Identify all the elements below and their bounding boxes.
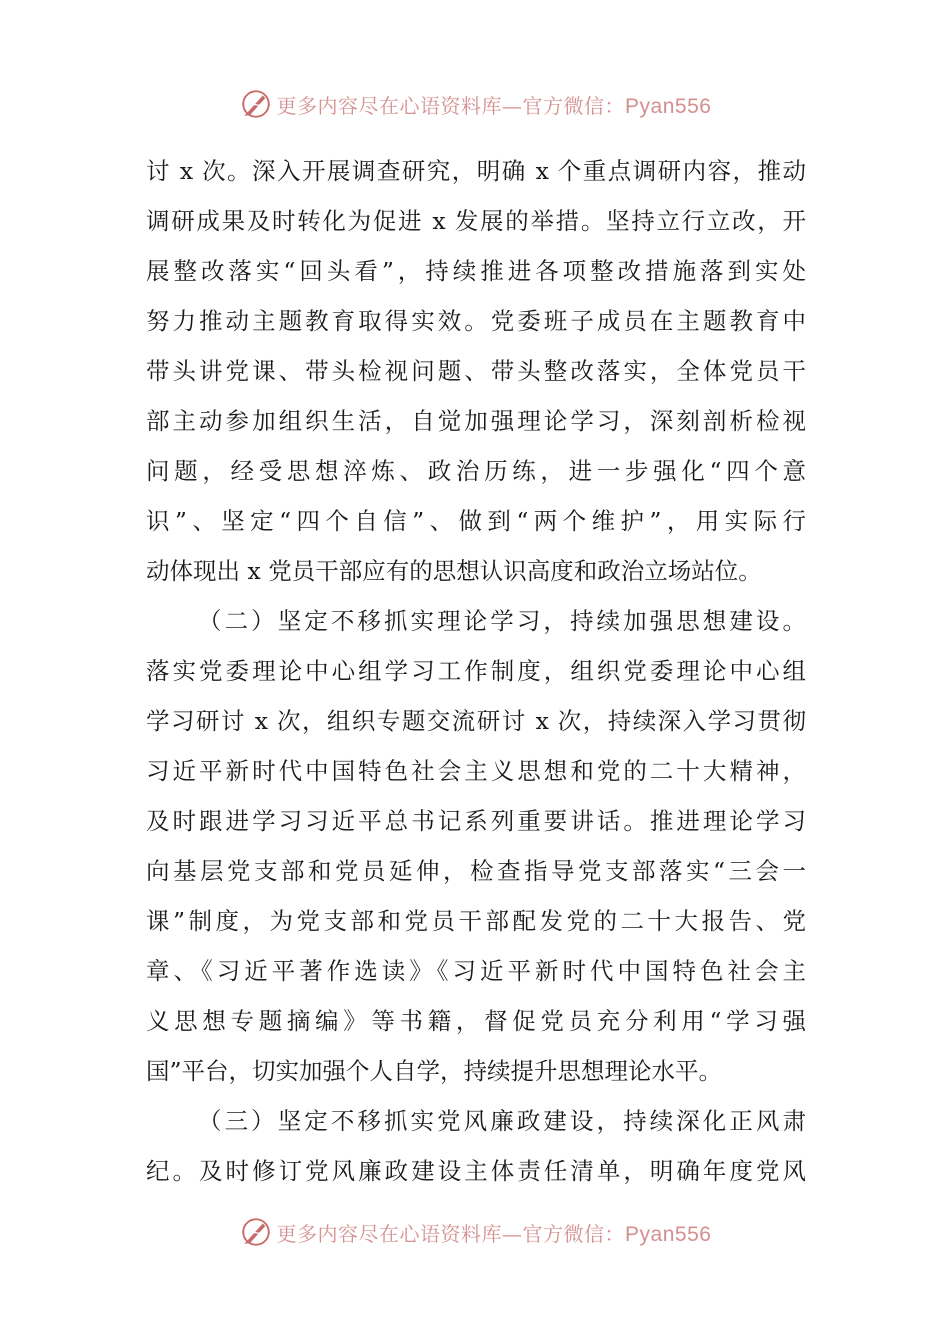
watermark-text: 更多内容尽在心语资料库—官方微信：Pyan556 <box>276 93 712 118</box>
text-line: 落实党委理论中心组学习工作制度，组织党委理论中心组 <box>146 657 806 685</box>
pen-logo-icon <box>239 1215 273 1249</box>
text-line: 努力推动主题教育取得实效。党委班子成员在主题教育中 <box>146 307 806 335</box>
text-line: 带头讲党课、带头检视问题、带头整改落实，全体党员干 <box>146 357 806 385</box>
text-line: 展整改落实“回头看”，持续推进各项整改措施落到实处 <box>146 257 806 285</box>
document-body <box>146 146 806 1196</box>
text-line: 动体现出 x 党员干部应有的思想认识高度和政治立场站位。 <box>146 557 762 585</box>
text-line: 课”制度，为党支部和党员干部配发党的二十大报告、党 <box>146 907 806 935</box>
text-line: （二）坚定不移抓实理论学习，持续加强思想建设。 <box>198 607 806 635</box>
text-line: 纪。及时修订党风廉政建设主体责任清单，明确年度党风 <box>146 1157 806 1185</box>
text-line: 章、《习近平著作选读》《习近平新时代中国特色社会主 <box>146 957 806 985</box>
watermark-text: 更多内容尽在心语资料库—官方微信：Pyan556 <box>276 1221 712 1246</box>
text-line: 及时跟进学习习近平总书记系列重要讲话。推进理论学习 <box>146 807 806 835</box>
text-line: 义思想专题摘编》等书籍，督促党员充分利用“学习强 <box>146 1007 806 1035</box>
header-watermark <box>0 84 950 124</box>
text-line: 讨 x 次。深入开展调查研究，明确 x 个重点调研内容，推动 <box>146 157 806 185</box>
text-line: 识”、坚定“四个自信”、做到“两个维护”，用实际行 <box>146 507 806 535</box>
text-line: 部主动参加组织生活，自觉加强理论学习，深刻剖析检视 <box>146 407 806 435</box>
text-line: 调研成果及时转化为促进 x 发展的举措。坚持立行立改，开 <box>146 207 806 235</box>
pen-logo-icon <box>239 87 273 121</box>
text-line: 问题，经受思想淬炼、政治历练，进一步强化“四个意 <box>146 457 806 485</box>
text-line: 向基层党支部和党员延伸，检查指导党支部落实“三会一 <box>146 857 806 885</box>
text-line: （三）坚定不移抓实党风廉政建设，持续深化正风肃 <box>198 1107 806 1135</box>
text-line: 学习研讨 x 次，组织专题交流研讨 x 次，持续深入学习贯彻 <box>146 707 806 735</box>
footer-watermark <box>0 1212 950 1252</box>
text-line: 习近平新时代中国特色社会主义思想和党的二十大精神， <box>146 757 806 785</box>
text-line: 国”平台，切实加强个人自学，持续提升思想理论水平。 <box>146 1057 723 1085</box>
